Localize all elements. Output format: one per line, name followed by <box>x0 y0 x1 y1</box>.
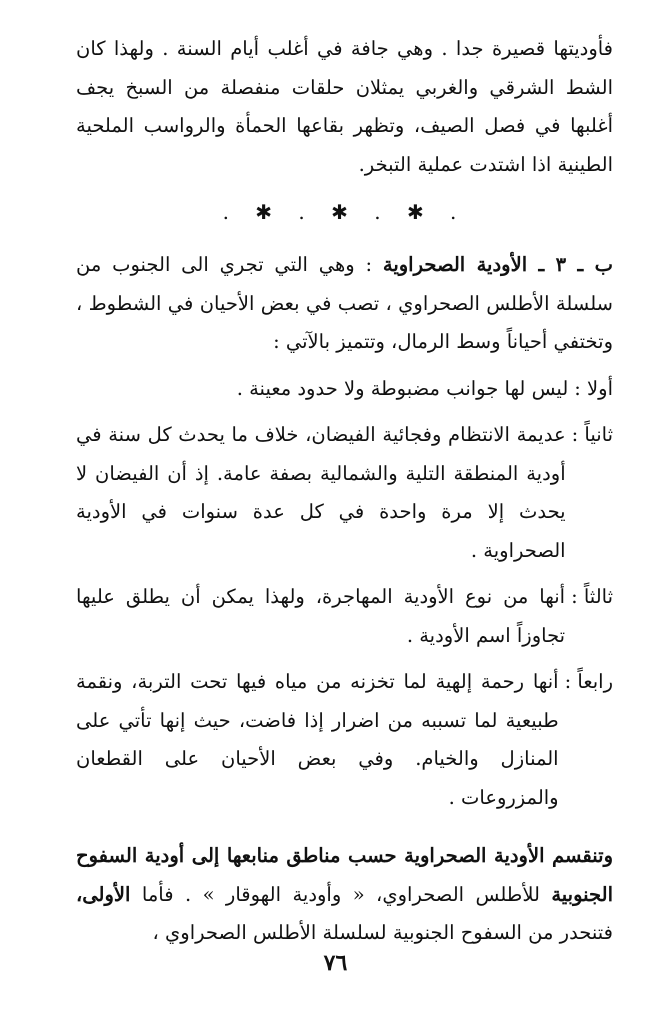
item-label: أولا : <box>574 376 613 400</box>
closing-part-a: وتنقسم الأودية الصحراوية حسب مناطق منابعها إلى <box>184 844 613 867</box>
section-separator: . ✱ . ✱ . ✱ . <box>222 200 467 224</box>
closing-part-e: فتنحدر من السفوح الجنوبية لسلسلة الأطلس الصحراوي ، <box>152 921 613 944</box>
page-number: ٧٦ <box>323 950 348 976</box>
paragraph-desert-wadis <box>76 246 613 362</box>
closing-part-d: الأولى، <box>76 882 131 906</box>
section-heading: ب ـ ٣ ـ الأودية الصحراوية <box>382 253 613 276</box>
section-intro-text: : وهي التي تجري الى الجنوب من سلسلة الأطلس الصحراوي ، تصب في بعض الأحيان في الشطوط ، وتختفي أحياناً وسط الرمال، وتتميز بالآتي : <box>76 253 613 353</box>
paragraph-shatt-wadis: فأوديتها قصيرة جدا . وهي جافة في أغلب أيام السنة . ولهذا كان الشط الشرقي والغربي يمثلان حلقات منفصلة من السبخ يجف أغلبها في فصل الصيف، وتظهر بقاعها الحمأة والرواسب الملحية الطينية اذا اشتدت عملية التبخر. <box>76 37 613 176</box>
item-label: رابعاً : <box>564 670 613 693</box>
item-label: ثانياً : <box>571 423 613 446</box>
item-text: أنها رحمة إلهية لما تخزنه من مياه فيها تحت التربة، ونقمة طبيعية لما تسببه من اضرار إذا فاضت، حيث إنها تأتي على المنازل والخيام. وفي بعض الأحيان على القطعان والمزروعات . <box>76 670 559 809</box>
list-item <box>76 370 613 409</box>
list-item <box>76 578 613 655</box>
closing-part-b: أودية السفوح الجنوبية <box>76 844 613 906</box>
item-text: أنها من نوع الأودية المهاجرة، ولهذا يمكن أن يطلق عليها تجاوزاً اسم الأودية . <box>76 585 566 647</box>
item-label: ثالثاً : <box>571 585 613 608</box>
closing-part-c: للأطلس الصحراوي، « وأودية الهوقار » . فأما <box>130 882 552 906</box>
paragraph-wadi-division <box>76 837 613 953</box>
list-item <box>76 663 613 817</box>
item-text: ليس لها جوانب مضبوطة ولا حدود معينة . <box>236 376 569 400</box>
list-item <box>76 416 613 570</box>
item-text: عديمة الانتظام وفجائية الفيضان، خلاف ما يحدث كل سنة في أودية المنطقة التلية والشمالية بصفة عامة. إذ أن الفيضان لا يحدث إلا مرة واحدة في كل عدة سنوات في الأودية الصحراوية . <box>76 423 566 562</box>
